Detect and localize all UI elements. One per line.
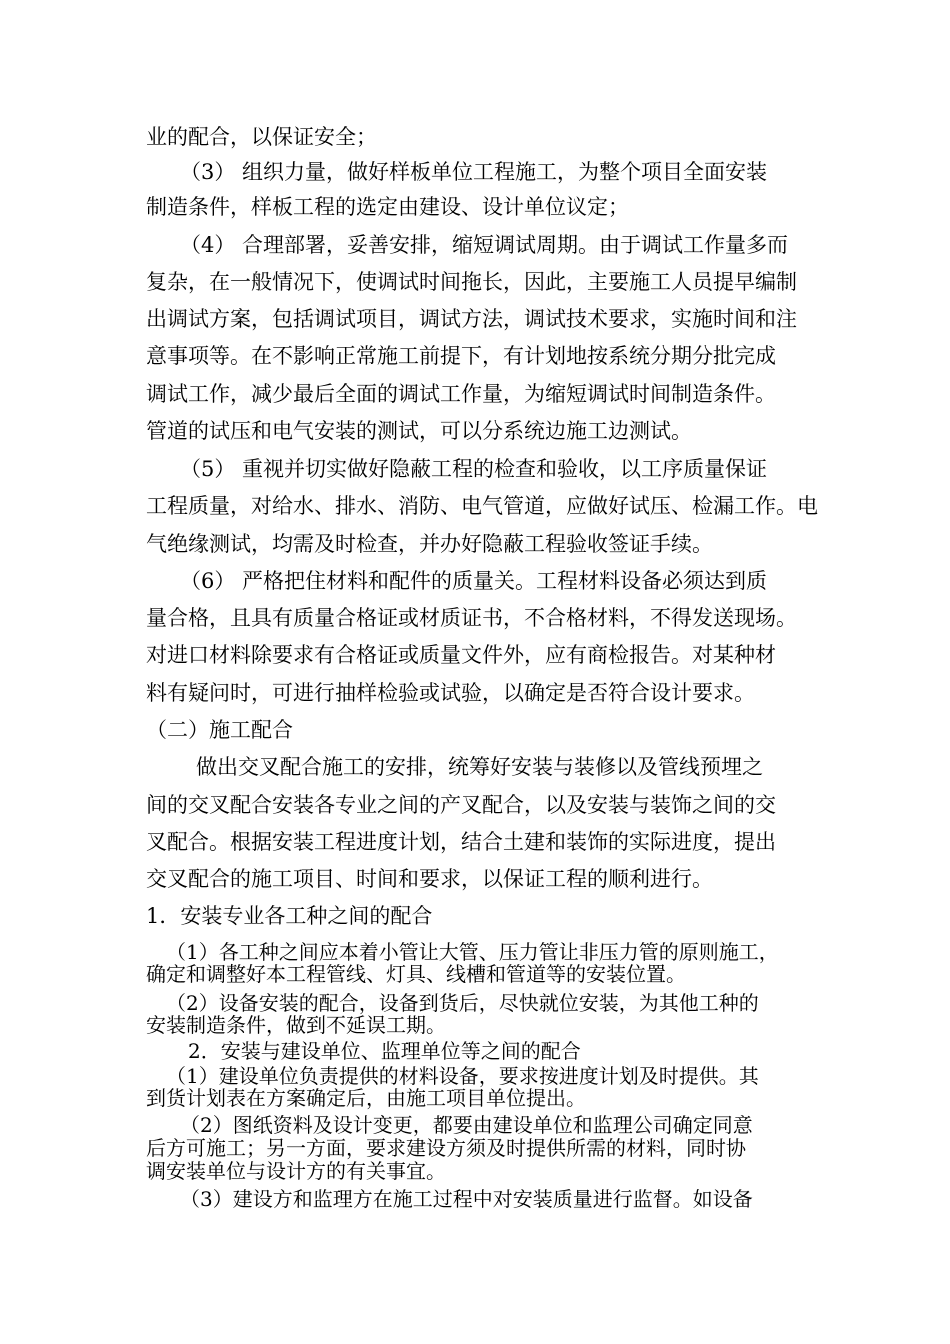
text-line: （1）建设单位负责提供的材料设备，要求按进度计划及时提供。其 — [166, 1064, 759, 1088]
text-line: 气绝缘测试，均需及时检查，并办好隐蔽工程验收签证手续。 — [146, 532, 713, 556]
text-line: 交叉配合的施工项目、时间和要求，以保证工程的顺利进行。 — [146, 867, 713, 891]
text-line: 调试工作，减少最后全面的调试工作量，为缩短调试时间制造条件。 — [146, 382, 776, 406]
text-line: （1）各工种之间应本着小管让大管、压力管让非压力管的原则施工， — [166, 940, 779, 964]
text-line: （4） 合理部署，妥善安排，缩短调试周期。由于调试工作量多而 — [180, 233, 789, 257]
text-line: 叉配合。根据安装工程进度计划，结合土建和装饰的实际进度，提出 — [146, 830, 776, 854]
text-line: 工程质量，对给水、排水、消防、电气管道，应做好试压、检漏工作。电 — [146, 494, 818, 518]
text-line: （6） 严格把住材料和配件的质量关。工程材料设备必须达到质 — [180, 569, 768, 593]
text-line: 量合格，且具有质量合格证或材质证书，不合格材料，不得发送现场。 — [146, 606, 797, 630]
text-line: 安装制造条件，做到不延误工期。 — [146, 1013, 446, 1037]
text-line: 复杂，在一般情况下，使调试时间拖长，因此，主要施工人员提早编制 — [146, 270, 797, 294]
text-line: 出调试方案，包括调试项目，调试方法，调试技术要求，实施时间和注 — [146, 307, 797, 331]
text-line: （3） 组织力量，做好样板单位工程施工，为整个项目全面安装 — [180, 160, 768, 184]
text-line: 确定和调整好本工程管线、灯具、线槽和管道等的安装位置。 — [146, 962, 686, 986]
text-line: 意事项等。在不影响正常施工前提下，有计划地按系统分期分批完成 — [146, 344, 776, 368]
text-line: 调安装单位与设计方的有关事宜。 — [146, 1159, 446, 1183]
text-line: 做出交叉配合施工的安排，统筹好安装与装修以及管线预埋之 — [196, 755, 763, 779]
text-line: （2）图纸资料及设计变更，都要由建设单位和监理公司确定同意 — [180, 1113, 753, 1137]
text-line: 制造条件，样板工程的选定由建设、设计单位议定； — [146, 195, 629, 219]
text-line: （2）设备安装的配合，设备到货后，尽快就位安装，为其他工种的 — [166, 991, 759, 1015]
text-line: 对进口材料除要求有合格证或质量文件外，应有商检报告。对某种材 — [146, 643, 776, 667]
subsection-heading: 1．安装专业各工种之间的配合 — [146, 904, 433, 928]
text-line: 到货计划表在方案确定后，由施工项目单位提出。 — [146, 1086, 586, 1110]
subsection-heading: 2．安装与建设单位、监理单位等之间的配合 — [188, 1039, 581, 1063]
text-line: （5） 重视并切实做好隐蔽工程的检查和验收，以工序质量保证 — [180, 457, 768, 481]
text-line: 管道的试压和电气安装的测试，可以分系统边施工边测试。 — [146, 419, 692, 443]
text-line: 料有疑问时，可进行抽样检验或试验，以确定是否符合设计要求。 — [146, 681, 755, 705]
text-line: 后方可施工；另一方面，要求建设方须及时提供所需的材料，同时协 — [146, 1136, 746, 1160]
text-line: 业的配合，以保证安全； — [146, 125, 377, 149]
section-heading: （二）施工配合 — [146, 718, 293, 742]
text-line: 间的交叉配合安装各专业之间的产叉配合，以及安装与装饰之间的交 — [146, 793, 776, 817]
text-line: （3）建设方和监理方在施工过程中对安装质量进行监督。如设备 — [180, 1187, 753, 1211]
